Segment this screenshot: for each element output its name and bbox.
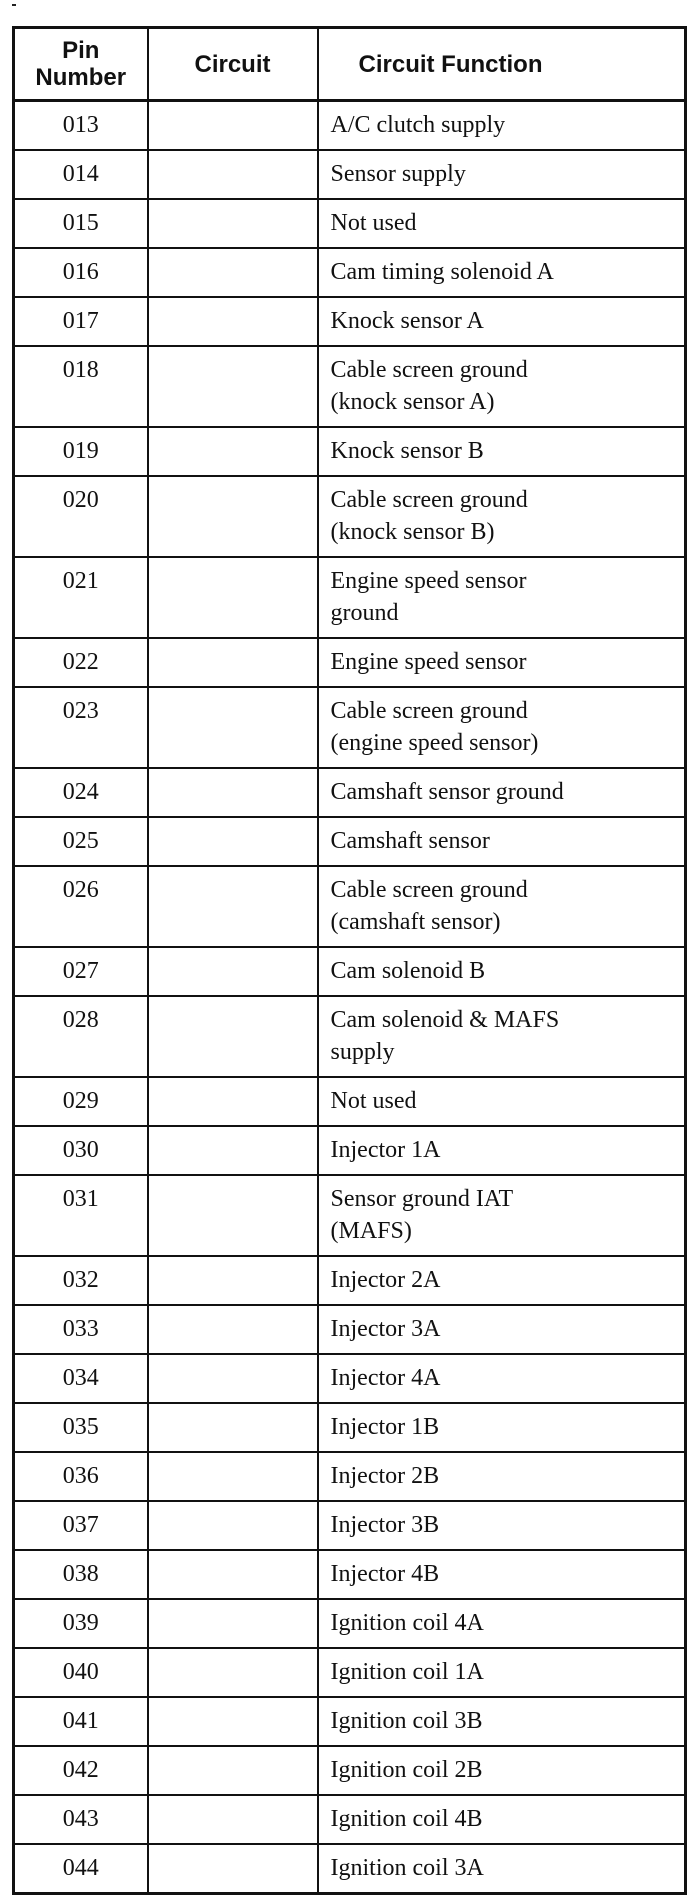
circuit-function-line: Ignition coil 2B <box>330 1757 483 1783</box>
pin-number-cell: 016 <box>14 248 148 297</box>
table-row <box>14 1452 686 1501</box>
circuit-function-cell <box>318 866 686 947</box>
circuit-cell <box>148 1175 318 1256</box>
table-row <box>14 768 686 817</box>
circuit-function-cell <box>318 1403 686 1452</box>
pin-number-cell: 014 <box>14 150 148 199</box>
table-row <box>14 1403 686 1452</box>
circuit-cell <box>148 427 318 476</box>
table-body <box>14 101 686 1894</box>
circuit-function-line: Injector 3A <box>330 1316 441 1342</box>
pin-number-cell: 030 <box>14 1126 148 1175</box>
table-row <box>14 1175 686 1256</box>
circuit-function-cell <box>318 638 686 687</box>
table-row <box>14 1599 686 1648</box>
table-row <box>14 947 686 996</box>
circuit-function-line: ground <box>330 600 399 626</box>
table-row <box>14 557 686 638</box>
circuit-function-line: Injector 3B <box>330 1512 440 1538</box>
circuit-function-line: (engine speed sensor) <box>330 730 539 756</box>
circuit-function-cell <box>318 1844 686 1894</box>
table-row <box>14 1746 686 1795</box>
circuit-cell <box>148 476 318 557</box>
circuit-function-line: Not used <box>330 1088 417 1114</box>
pin-number-cell: 023 <box>14 687 148 768</box>
circuit-function-line: Cable screen ground <box>330 357 528 383</box>
circuit-function-cell <box>318 1501 686 1550</box>
scan-mark <box>12 4 16 6</box>
circuit-cell <box>148 687 318 768</box>
circuit-function-line: Sensor ground IAT <box>330 1186 514 1212</box>
circuit-function-line: Cable screen ground <box>330 487 528 513</box>
circuit-cell <box>148 346 318 427</box>
circuit-function-cell <box>318 248 686 297</box>
table-row <box>14 1697 686 1746</box>
pin-number-cell: 015 <box>14 199 148 248</box>
pin-number-cell: 039 <box>14 1599 148 1648</box>
table-row <box>14 996 686 1077</box>
circuit-function-line: Engine speed sensor <box>330 568 527 594</box>
table-row <box>14 346 686 427</box>
table-row <box>14 476 686 557</box>
table-row <box>14 817 686 866</box>
circuit-function-line: Cable screen ground <box>330 698 528 724</box>
table-row <box>14 1305 686 1354</box>
circuit-function-line: Cam solenoid B <box>330 958 486 984</box>
circuit-function-cell <box>318 1175 686 1256</box>
circuit-function-cell <box>318 1599 686 1648</box>
pin-number-cell: 026 <box>14 866 148 947</box>
circuit-cell <box>148 638 318 687</box>
circuit-cell <box>148 1501 318 1550</box>
circuit-function-cell <box>318 1746 686 1795</box>
circuit-function-cell <box>318 768 686 817</box>
circuit-cell <box>148 1599 318 1648</box>
circuit-cell <box>148 1452 318 1501</box>
circuit-cell <box>148 248 318 297</box>
circuit-function-line: Ignition coil 1A <box>330 1659 484 1685</box>
circuit-function-cell <box>318 947 686 996</box>
circuit-function-cell <box>318 1648 686 1697</box>
circuit-cell <box>148 1403 318 1452</box>
circuit-cell <box>148 866 318 947</box>
circuit-function-line: (MAFS) <box>330 1218 412 1244</box>
pin-number-cell: 022 <box>14 638 148 687</box>
circuit-function-line: Engine speed sensor <box>330 649 527 675</box>
circuit-function-line: Cam timing solenoid A <box>330 259 554 285</box>
pin-number-cell: 029 <box>14 1077 148 1126</box>
circuit-function-line: Cam solenoid & MAFS <box>330 1007 560 1033</box>
circuit-function-cell <box>318 101 686 151</box>
circuit-function-cell <box>318 476 686 557</box>
table-row <box>14 1550 686 1599</box>
circuit-function-line: Ignition coil 4B <box>330 1806 483 1832</box>
table-row <box>14 1844 686 1894</box>
circuit-function-cell <box>318 427 686 476</box>
circuit-cell <box>148 150 318 199</box>
circuit-function-line: Knock sensor A <box>330 308 484 334</box>
circuit-cell <box>148 1126 318 1175</box>
table-row <box>14 687 686 768</box>
circuit-cell <box>148 817 318 866</box>
pin-number-cell: 040 <box>14 1648 148 1697</box>
circuit-function-cell <box>318 1126 686 1175</box>
table-row <box>14 1126 686 1175</box>
circuit-function-cell <box>318 817 686 866</box>
circuit-cell <box>148 1795 318 1844</box>
pin-number-cell: 033 <box>14 1305 148 1354</box>
circuit-function-line: Camshaft sensor ground <box>330 779 564 805</box>
circuit-function-line: Injector 4B <box>330 1561 440 1587</box>
circuit-cell <box>148 557 318 638</box>
circuit-function-cell <box>318 557 686 638</box>
header-circuit-function: Circuit Function <box>318 28 686 101</box>
circuit-cell <box>148 1697 318 1746</box>
circuit-function-line: A/C clutch supply <box>330 112 506 138</box>
circuit-function-cell <box>318 1795 686 1844</box>
circuit-function-cell <box>318 199 686 248</box>
circuit-function-line: Injector 1A <box>330 1137 441 1163</box>
pin-number-cell: 027 <box>14 947 148 996</box>
circuit-function-cell <box>318 687 686 768</box>
circuit-cell <box>148 1305 318 1354</box>
table-row <box>14 638 686 687</box>
circuit-function-line: (knock sensor A) <box>330 389 495 415</box>
circuit-cell <box>148 199 318 248</box>
pin-number-cell: 041 <box>14 1697 148 1746</box>
circuit-function-line: Injector 2B <box>330 1463 440 1489</box>
pin-number-cell: 024 <box>14 768 148 817</box>
circuit-function-cell <box>318 346 686 427</box>
circuit-cell <box>148 1354 318 1403</box>
pin-number-cell: 031 <box>14 1175 148 1256</box>
circuit-cell <box>148 996 318 1077</box>
circuit-cell <box>148 1648 318 1697</box>
circuit-cell <box>148 101 318 151</box>
circuit-function-line: Knock sensor B <box>330 438 484 464</box>
pin-number-cell: 020 <box>14 476 148 557</box>
pin-number-cell: 018 <box>14 346 148 427</box>
circuit-cell <box>148 1746 318 1795</box>
table-row <box>14 150 686 199</box>
pin-number-cell: 044 <box>14 1844 148 1894</box>
table-row <box>14 199 686 248</box>
circuit-function-cell <box>318 297 686 346</box>
circuit-function-cell <box>318 1550 686 1599</box>
circuit-function-cell <box>318 1077 686 1126</box>
circuit-function-line: Ignition coil 3A <box>330 1855 484 1881</box>
circuit-cell <box>148 297 318 346</box>
circuit-cell <box>148 1077 318 1126</box>
pin-function-table <box>12 26 687 1895</box>
table-header-row <box>14 28 686 101</box>
circuit-cell <box>148 947 318 996</box>
table-row <box>14 1256 686 1305</box>
circuit-function-cell <box>318 1305 686 1354</box>
header-pin-line2: Number <box>35 64 127 91</box>
pin-number-cell: 036 <box>14 1452 148 1501</box>
circuit-function-line: Ignition coil 4A <box>330 1610 484 1636</box>
circuit-function-cell <box>318 1452 686 1501</box>
header-circuit: Circuit <box>148 28 318 101</box>
circuit-function-cell <box>318 150 686 199</box>
pin-number-cell: 035 <box>14 1403 148 1452</box>
circuit-function-line: supply <box>330 1039 395 1065</box>
pin-number-cell: 038 <box>14 1550 148 1599</box>
header-pin-line1: Pin <box>62 37 100 64</box>
circuit-function-cell <box>318 1354 686 1403</box>
pin-number-cell: 025 <box>14 817 148 866</box>
circuit-function-cell <box>318 996 686 1077</box>
pin-number-cell: 017 <box>14 297 148 346</box>
pin-number-cell: 043 <box>14 1795 148 1844</box>
table-row <box>14 1501 686 1550</box>
circuit-function-line: Injector 2A <box>330 1267 441 1293</box>
pin-number-cell: 021 <box>14 557 148 638</box>
table-row <box>14 248 686 297</box>
circuit-cell <box>148 768 318 817</box>
pin-number-cell: 028 <box>14 996 148 1077</box>
table-row <box>14 297 686 346</box>
table-row <box>14 866 686 947</box>
circuit-cell <box>148 1550 318 1599</box>
circuit-function-line: Ignition coil 3B <box>330 1708 483 1734</box>
pin-number-cell: 034 <box>14 1354 148 1403</box>
circuit-function-line: Injector 4A <box>330 1365 441 1391</box>
pin-number-cell: 042 <box>14 1746 148 1795</box>
circuit-cell <box>148 1256 318 1305</box>
circuit-function-line: Injector 1B <box>330 1414 440 1440</box>
circuit-function-line: Sensor supply <box>330 161 466 187</box>
pin-number-cell: 032 <box>14 1256 148 1305</box>
table-row <box>14 1795 686 1844</box>
table-row <box>14 1648 686 1697</box>
circuit-function-line: (knock sensor B) <box>330 519 495 545</box>
table-row <box>14 1077 686 1126</box>
table-row <box>14 1354 686 1403</box>
header-pin-number <box>14 28 148 101</box>
pin-number-cell: 037 <box>14 1501 148 1550</box>
circuit-function-cell <box>318 1256 686 1305</box>
pin-number-cell: 013 <box>14 101 148 151</box>
pin-number-cell: 019 <box>14 427 148 476</box>
table-row <box>14 427 686 476</box>
circuit-cell <box>148 1844 318 1894</box>
circuit-function-line: Cable screen ground <box>330 877 528 903</box>
circuit-function-cell <box>318 1697 686 1746</box>
circuit-function-line: Not used <box>330 210 417 236</box>
table-row <box>14 101 686 151</box>
circuit-function-line: Camshaft sensor <box>330 828 490 854</box>
circuit-function-line: (camshaft sensor) <box>330 909 501 935</box>
